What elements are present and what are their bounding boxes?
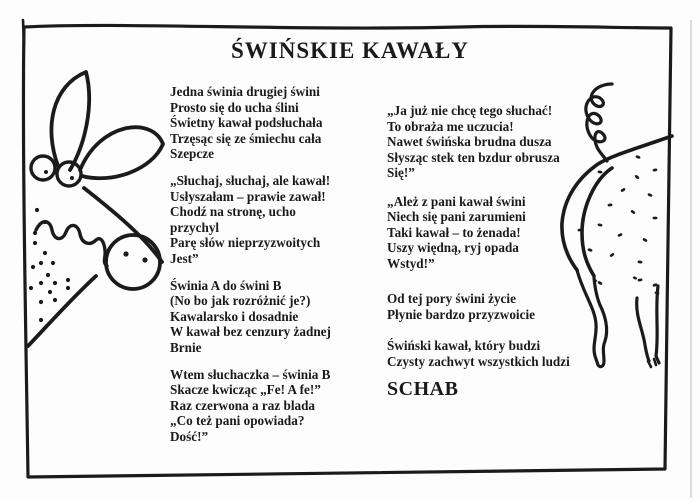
poem-stanza [170,367,385,445]
poem-line: Uszy więdną, ryj opada [387,240,519,255]
poem-line: Trzęsąc się ze śmiechu cała [170,130,322,146]
poem-stanza [387,103,617,181]
pig-head-illustration-icon [12,58,172,358]
poem-line: Płynie bardzo przyzwoicie [387,306,535,322]
poem-line: „Co też pani opowiada? [170,413,305,428]
scan-artifact-line [690,20,692,498]
poem-line: Raz czerwona a raz blada [170,397,316,413]
poem-line: Taki kawał – to żenada! [387,224,521,240]
poem-column-left [170,84,385,456]
poem-line: Jedna świnia drugiej świni [170,84,320,99]
poem-line: przychyl [170,219,220,235]
poem-line: „Ależ z pani kawał świni [387,193,526,209]
poem-stanza [170,84,385,162]
poem-line: Świnia A do świni B [170,277,282,293]
poem-stanza [170,278,385,356]
poem-line: Prosto się do ucha ślini [170,99,299,115]
poem-line: Świetny kawał podsłuchała [170,115,323,130]
poem-line: To obraża me uczucia! [387,118,514,134]
poem-line: Kawalarsko i dosadnie [170,308,299,324]
poem-line: Usłyszałam – prawie zawał! [170,188,326,204]
poem-stanza [387,338,617,369]
poem-stanza [387,291,617,322]
poem-line: Świński kawał, który budzi [387,338,541,353]
poem-line: Jest” [170,250,199,266]
poem-line: Dość!” [170,428,209,444]
signature-text: SCHAB [387,378,459,400]
poem-line: Wstyd!” [387,255,435,271]
poem-line: Szepcze [170,146,214,161]
poem-line: Niech się pani zarumieni [387,209,526,224]
poem-line: W kawał bez cenzury żadnej [170,324,331,339]
poem-line: Skacze kwicząc „Fe! A fe!” [170,382,321,397]
poem-line: (No bo jak rozróżnić je?) [170,293,311,308]
poem-line: Od tej pory świni życie [387,291,516,306]
poem-line: Czysty zachwyt wszystkich ludzi [387,353,570,369]
poem-line: Chodź na stronę, ucho [170,204,296,219]
poem-line: Brnie [170,339,202,355]
poem-line: „Ja już nie chcę tego słuchać! [387,103,553,118]
poem-stanza [170,173,385,266]
poem-line: „Słuchaj, słuchaj, ale kawał! [170,173,331,188]
poem-title: ŚWIŃSKIE KAWAŁY [230,38,470,63]
poem-line: Słysząc stek ten bzdur obrusza [387,149,560,165]
poem-column-right [387,103,617,398]
poem-line: Nawet świńska brudna dusza [387,134,552,149]
poem-line: Się!” [387,165,415,180]
poem-line: Parę słów nieprzyzwoitych [170,235,321,250]
poem-stanza [387,194,617,272]
poem-line: Wtem słuchaczka – świnia B [170,366,331,382]
